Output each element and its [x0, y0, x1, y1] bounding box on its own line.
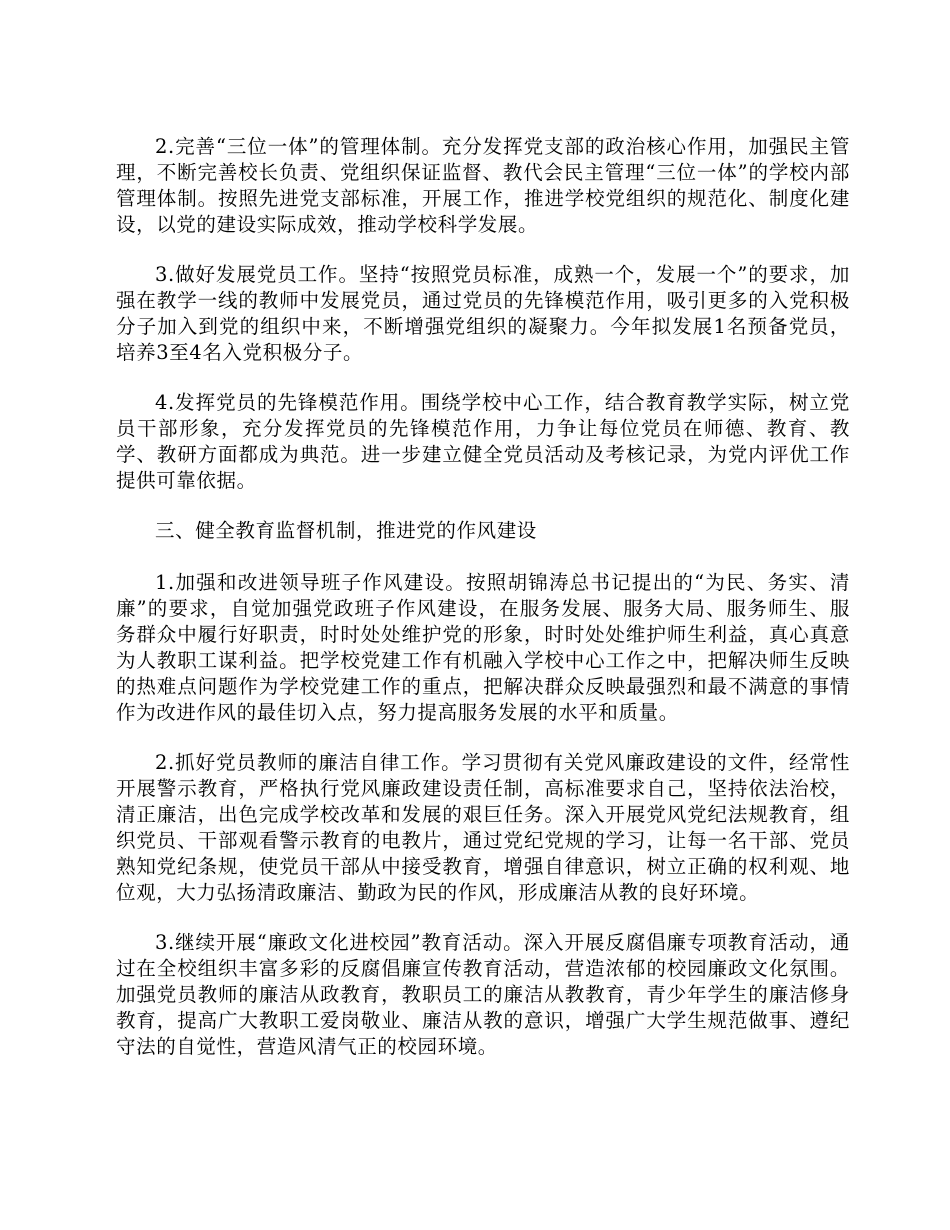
- paragraph-management-system: 2.完善“三位一体”的管理体制。充分发挥党支部的政治核心作用，加强民主管理，不断完善校长负责、党组织保证监督、教代会民主管理“三位一体”的学校内部管理体制。按照先进党支部标准，开展工作，推进学校党组织的规范化、制度化建设，以党的建设实际成效，推动学校科学发展。: [116, 135, 850, 236]
- paragraph-integrity-campus: 3.继续开展“廉政文化进校园”教育活动。深入开展反腐倡廉专项教育活动，通过在全校组织丰富多彩的反腐倡廉宣传教育活动，营造浓郁的校园廉政文化氛围。加强党员教师的廉洁从政教育，教职员工的廉洁从教教育，青少年学生的廉洁修身教育，提高广大教职工爱岗敬业、廉洁从教的意识，增强广大学生规范做事、遵纪守法的自觉性，营造风清气正的校园环境。: [116, 931, 850, 1058]
- paragraph-pioneer-role: 4.发挥党员的先锋模范作用。围绕学校中心工作，结合教育教学实际，树立党员干部形象，充分发挥党员的先锋模范作用，力争让每位党员在师德、教育、教学、教研方面都成为典范。进一步建立健全党员活动及考核记录，为党内评优工作提供可靠依据。: [116, 391, 850, 492]
- document-page: [116, 134, 850, 1084]
- paragraph-party-member-development: 3.做好发展党员工作。坚持“按照党员标准，成熟一个，发展一个”的要求，加强在教学一线的教师中发展党员，通过党员的先锋模范作用，吸引更多的入党积极分子加入到党的组织中来，不断增强党组织的凝聚力。今年拟发展1名预备党员，培养3至4名入党积极分子。: [116, 263, 850, 364]
- paragraph-self-discipline: 2.抓好党员教师的廉洁自律工作。学习贯彻有关党风廉政建设的文件，经常性开展警示教育，严格执行党风廉政建设责任制，高标准要求自己，坚持依法治校，清正廉洁，出色完成学校改革和发展的艰巨任务。深入开展党风党纪法规教育，组织党员、干部观看警示教育的电教片，通过党纪党规的学习，让每一名干部、党员熟知党纪条规，使党员干部从中接受教育，增强自律意识，树立正确的权利观、地位观，大力弘扬清政廉洁、勤政为民的作风，形成廉洁从教的良好环境。: [116, 751, 850, 904]
- paragraph-leadership-style: 1.加强和改进领导班子作风建设。按照胡锦涛总书记提出的“为民、务实、清廉”的要求，自觉加强党政班子作风建设，在服务发展、服务大局、服务师生、服务群众中履行好职责，时时处处维护党的形象，时时处处维护师生利益，真心真意为人教职工谋利益。把学校党建工作有机融入学校中心工作之中，把解决师生反映的热难点问题作为学校党建工作的重点，把解决群众反映最强烈和最不满意的事情作为改进作风的最佳切入点，努力提高服务发展的水平和质量。: [116, 571, 850, 724]
- section-heading-supervision: 三、健全教育监督机制，推进党的作风建设: [155, 519, 537, 542]
